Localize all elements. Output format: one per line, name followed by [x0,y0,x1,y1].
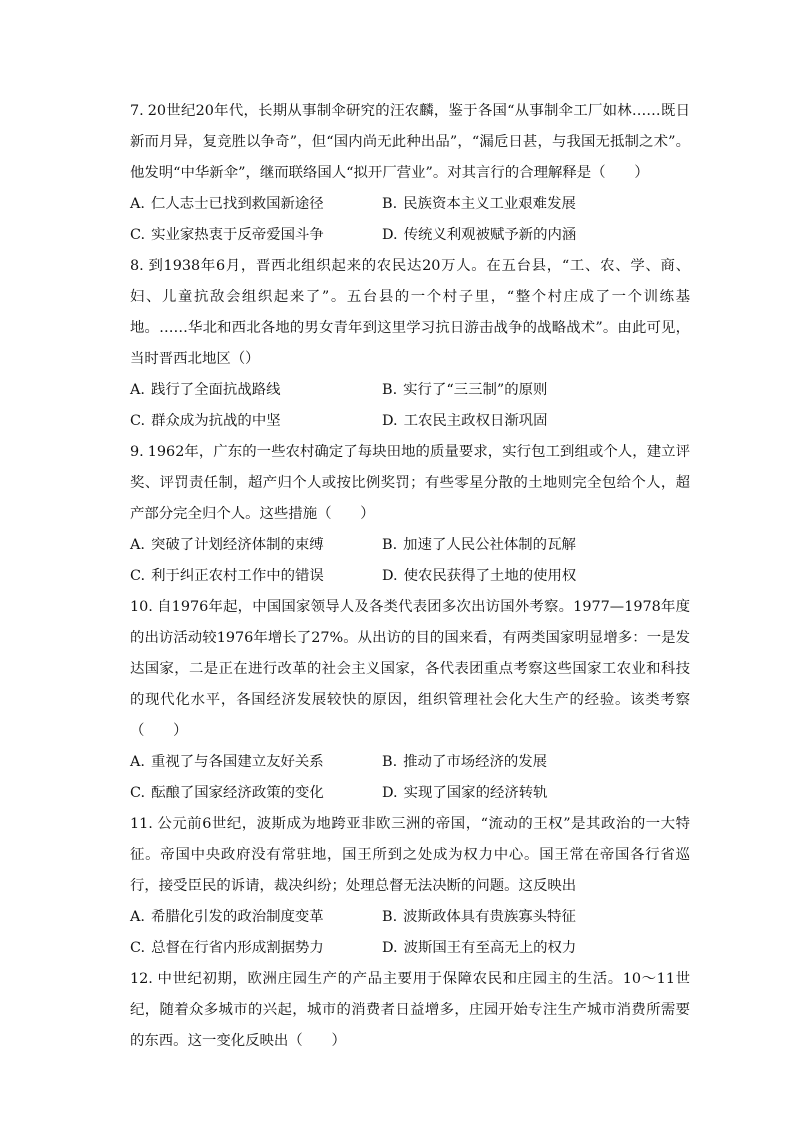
question-9 [130,437,690,592]
question-number: 9. [130,444,144,460]
question-12 [130,964,690,1057]
option-c[interactable] [130,933,382,964]
option-text: 波斯国王有至高无上的权力 [403,940,577,956]
option-d[interactable] [382,561,690,592]
option-b[interactable] [382,747,690,778]
option-a[interactable] [130,375,382,406]
option-letter: D. [382,568,398,584]
question-stem [130,809,690,902]
question-text: 中世纪初期，欧洲庄园生产的产品主要用于保障农民和庄园主的生活。10～11世纪，随着众多城市的兴起，城市的消费者日益增多，庄园开始专注生产城市消费所需要的东西。这一变化反映出（ ） [130,971,690,1049]
option-text: 希腊化引发的政治制度变革 [150,909,324,925]
option-text: 传统义利观被赋予新的内涵 [403,227,577,243]
option-text: 酝酿了国家经济政策的变化 [151,785,324,801]
option-grid [130,189,690,251]
question-stem [130,251,690,375]
option-a[interactable] [130,530,382,561]
option-text: 实现了国家的经济转轨 [403,785,548,801]
option-text: 总督在行省内形成割据势力 [151,940,324,956]
option-letter: D. [382,785,398,801]
option-letter: C. [130,227,146,243]
option-letter: A. [130,909,145,925]
option-b[interactable] [382,375,690,406]
question-number: 12. [130,971,153,987]
option-text: 使农民获得了土地的使用权 [403,568,577,584]
question-8 [130,251,690,437]
question-list [130,96,690,1057]
option-grid [130,902,690,964]
option-text: 践行了全面抗战路线 [150,382,281,398]
option-text: 重视了与各国建立友好关系 [150,754,324,770]
option-text: 突破了计划经济体制的束缚 [150,537,324,553]
option-b[interactable] [382,189,690,220]
option-letter: C. [130,785,146,801]
question-text: 自1976年起，中国国家领导人及各类代表团多次出访国外考察。1977—1978年度的出访活动较1976年增长了27%。从出访的目的国来看，有两类国家明显增多：一是发达国家，二是正在进行改革的社会主义国家，各代表团重点考察这些国家工农业和科技的现代化水平，各国经济发展较快的原因，组织管理社会化大生产的经验。该类考察（ ） [130,599,690,739]
option-text: 群众成为抗战的中坚 [151,413,281,429]
option-a[interactable] [130,189,382,220]
option-letter: B. [382,754,398,770]
option-letter: A. [130,537,145,553]
option-letter: A. [130,754,145,770]
question-10 [130,592,690,809]
question-stem [130,437,690,530]
question-stem [130,592,690,747]
question-11 [130,809,690,964]
option-letter: C. [130,568,146,584]
option-text: 工农民主政权日渐巩固 [403,413,548,429]
option-c[interactable] [130,406,382,437]
option-text: 实业家热衷于反帝爱国斗争 [151,227,324,243]
option-c[interactable] [130,778,382,809]
option-letter: B. [382,382,398,398]
option-letter: D. [382,940,398,956]
option-a[interactable] [130,747,382,778]
option-letter: C. [130,940,146,956]
option-d[interactable] [382,406,690,437]
option-grid [130,747,690,809]
option-c[interactable] [130,561,382,592]
option-text: 推动了市场经济的发展 [403,754,548,770]
question-text: 20世纪20年代，长期从事制伞研究的汪农麟，鉴于各国“从事制伞工厂如林……既日新而月异，复竞胜以争奇”，但“国内尚无此种出品”，“漏卮日甚，与我国无抵制之术”。他发明“中华新伞”，继而联络国人“拟开厂营业”。对其言行的合理解释是（ ） [130,103,690,181]
question-text: 1962年，广东的一些农村确定了每块田地的质量要求，实行包工到组或个人，建立评奖、评罚责任制，超产归个人或按比例奖罚；有些零星分散的土地则完全包给个人，超产部分完全归个人。这些措施（ ） [130,444,690,522]
question-text: 公元前6世纪，波斯成为地跨亚非欧三洲的帝国，“流动的王权”是其政治的一大特征。帝国中央政府没有常驻地，国王所到之处成为权力中心。国王常在帝国各行省巡行，接受臣民的诉请，裁决纠纷；处理总督无法决断的问题。这反映出 [130,816,690,894]
question-stem [130,964,690,1057]
option-text: 仁人志士已找到救国新途径 [150,196,324,212]
option-letter: B. [382,537,398,553]
question-number: 11. [130,816,153,832]
question-stem [130,96,690,189]
option-letter: D. [382,413,398,429]
option-text: 利于纠正农村工作中的错误 [151,568,324,584]
option-grid [130,375,690,437]
option-d[interactable] [382,933,690,964]
option-a[interactable] [130,902,382,933]
option-c[interactable] [130,220,382,251]
option-grid [130,530,690,592]
option-text: 加速了人民公社体制的瓦解 [403,537,576,553]
option-letter: B. [382,196,398,212]
option-letter: D. [382,227,398,243]
question-7 [130,96,690,251]
question-number: 7. [130,103,144,119]
option-b[interactable] [382,902,690,933]
option-letter: B. [382,909,398,925]
option-letter: A. [130,196,145,212]
question-number: 8. [130,258,144,274]
option-letter: A. [130,382,145,398]
option-text: 实行了“三三制”的原则 [403,382,548,398]
option-d[interactable] [382,220,690,251]
option-b[interactable] [382,530,690,561]
question-text: 到1938年6月，晋西北组织起来的农民达20万人。在五台县，“工、农、学、商、妇、儿童抗敌会组织起来了”。五台县的一个村子里，“整个村庄成了一个训练基地。……华北和西北各地的男女青年到这里学习抗日游击战争的战略战术”。由此可见，当时晋西北地区（） [130,258,690,367]
question-number: 10. [130,599,153,615]
option-d[interactable] [382,778,690,809]
option-text: 民族资本主义工业艰难发展 [403,196,576,212]
option-text: 波斯政体具有贵族寡头特征 [403,909,576,925]
option-letter: C. [130,413,146,429]
